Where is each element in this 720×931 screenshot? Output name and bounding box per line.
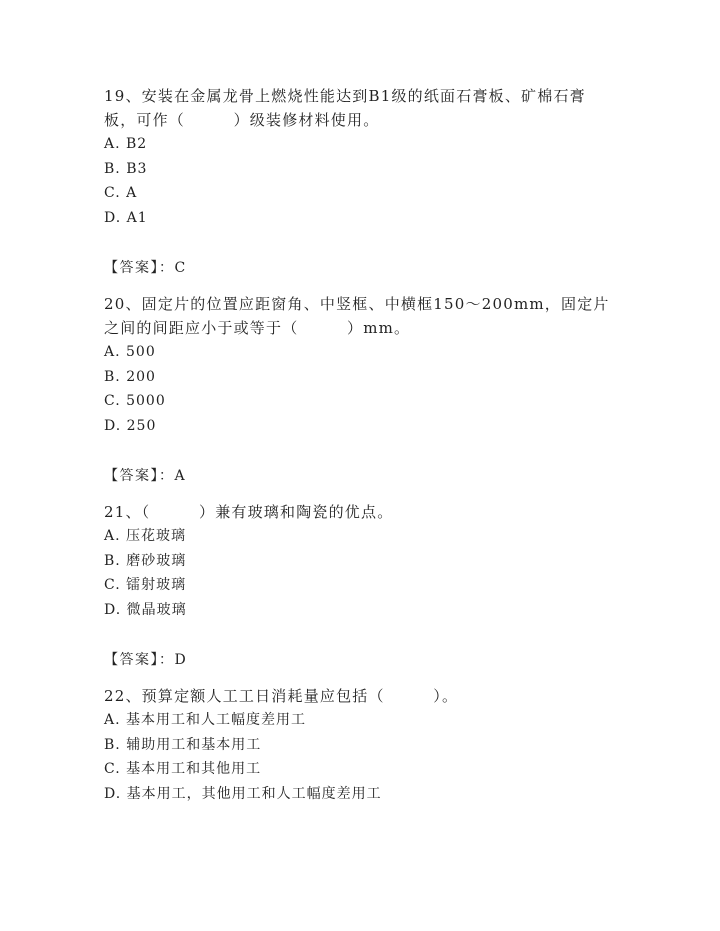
option-a: A. 500	[104, 344, 156, 360]
option-d: D. A1	[104, 209, 148, 226]
answer-21: 【答案】：D	[104, 652, 188, 668]
answer-19: 【答案】：C	[104, 260, 187, 276]
option-b: B. B3	[104, 160, 148, 177]
option-b: B. 磨砂玻璃	[104, 552, 187, 569]
option-c: C. 5000	[104, 393, 166, 409]
question-text: 22、预算定额人工工日消耗量应包括（ ）。	[104, 687, 459, 705]
option-a: A. B2	[104, 136, 148, 152]
option-c: C. 镭射玻璃	[104, 577, 187, 593]
question-21	[104, 500, 616, 622]
option-d: D. 微晶玻璃	[104, 601, 187, 618]
answer-20: 【答案】：A	[104, 468, 187, 484]
option-c: C. 基本用工和其他用工	[104, 761, 262, 777]
question-22	[104, 684, 616, 806]
option-c: C. A	[104, 185, 138, 201]
question-19	[104, 84, 616, 230]
question-text: 20、固定片的位置应距窗角、中竖框、中横框150～200mm，固定片之间的间距应小于或等于（ ）mm。	[104, 295, 610, 337]
option-b: B. 辅助用工和基本用工	[104, 736, 262, 753]
option-a: A. 压花玻璃	[104, 528, 187, 544]
option-d: D. 250	[104, 417, 157, 434]
option-a: A. 基本用工和人工幅度差用工	[104, 712, 307, 728]
question-text: 19、安装在金属龙骨上燃烧性能达到B1级的纸面石膏板、矿棉石膏板，可作（ ）级装修材料使用。	[104, 87, 586, 129]
option-b: B. 200	[104, 368, 156, 385]
question-20	[104, 292, 616, 438]
question-text: 21、（ ）兼有玻璃和陶瓷的优点。	[104, 503, 394, 521]
option-d: D. 基本用工，其他用工和人工幅度差用工	[104, 785, 382, 802]
